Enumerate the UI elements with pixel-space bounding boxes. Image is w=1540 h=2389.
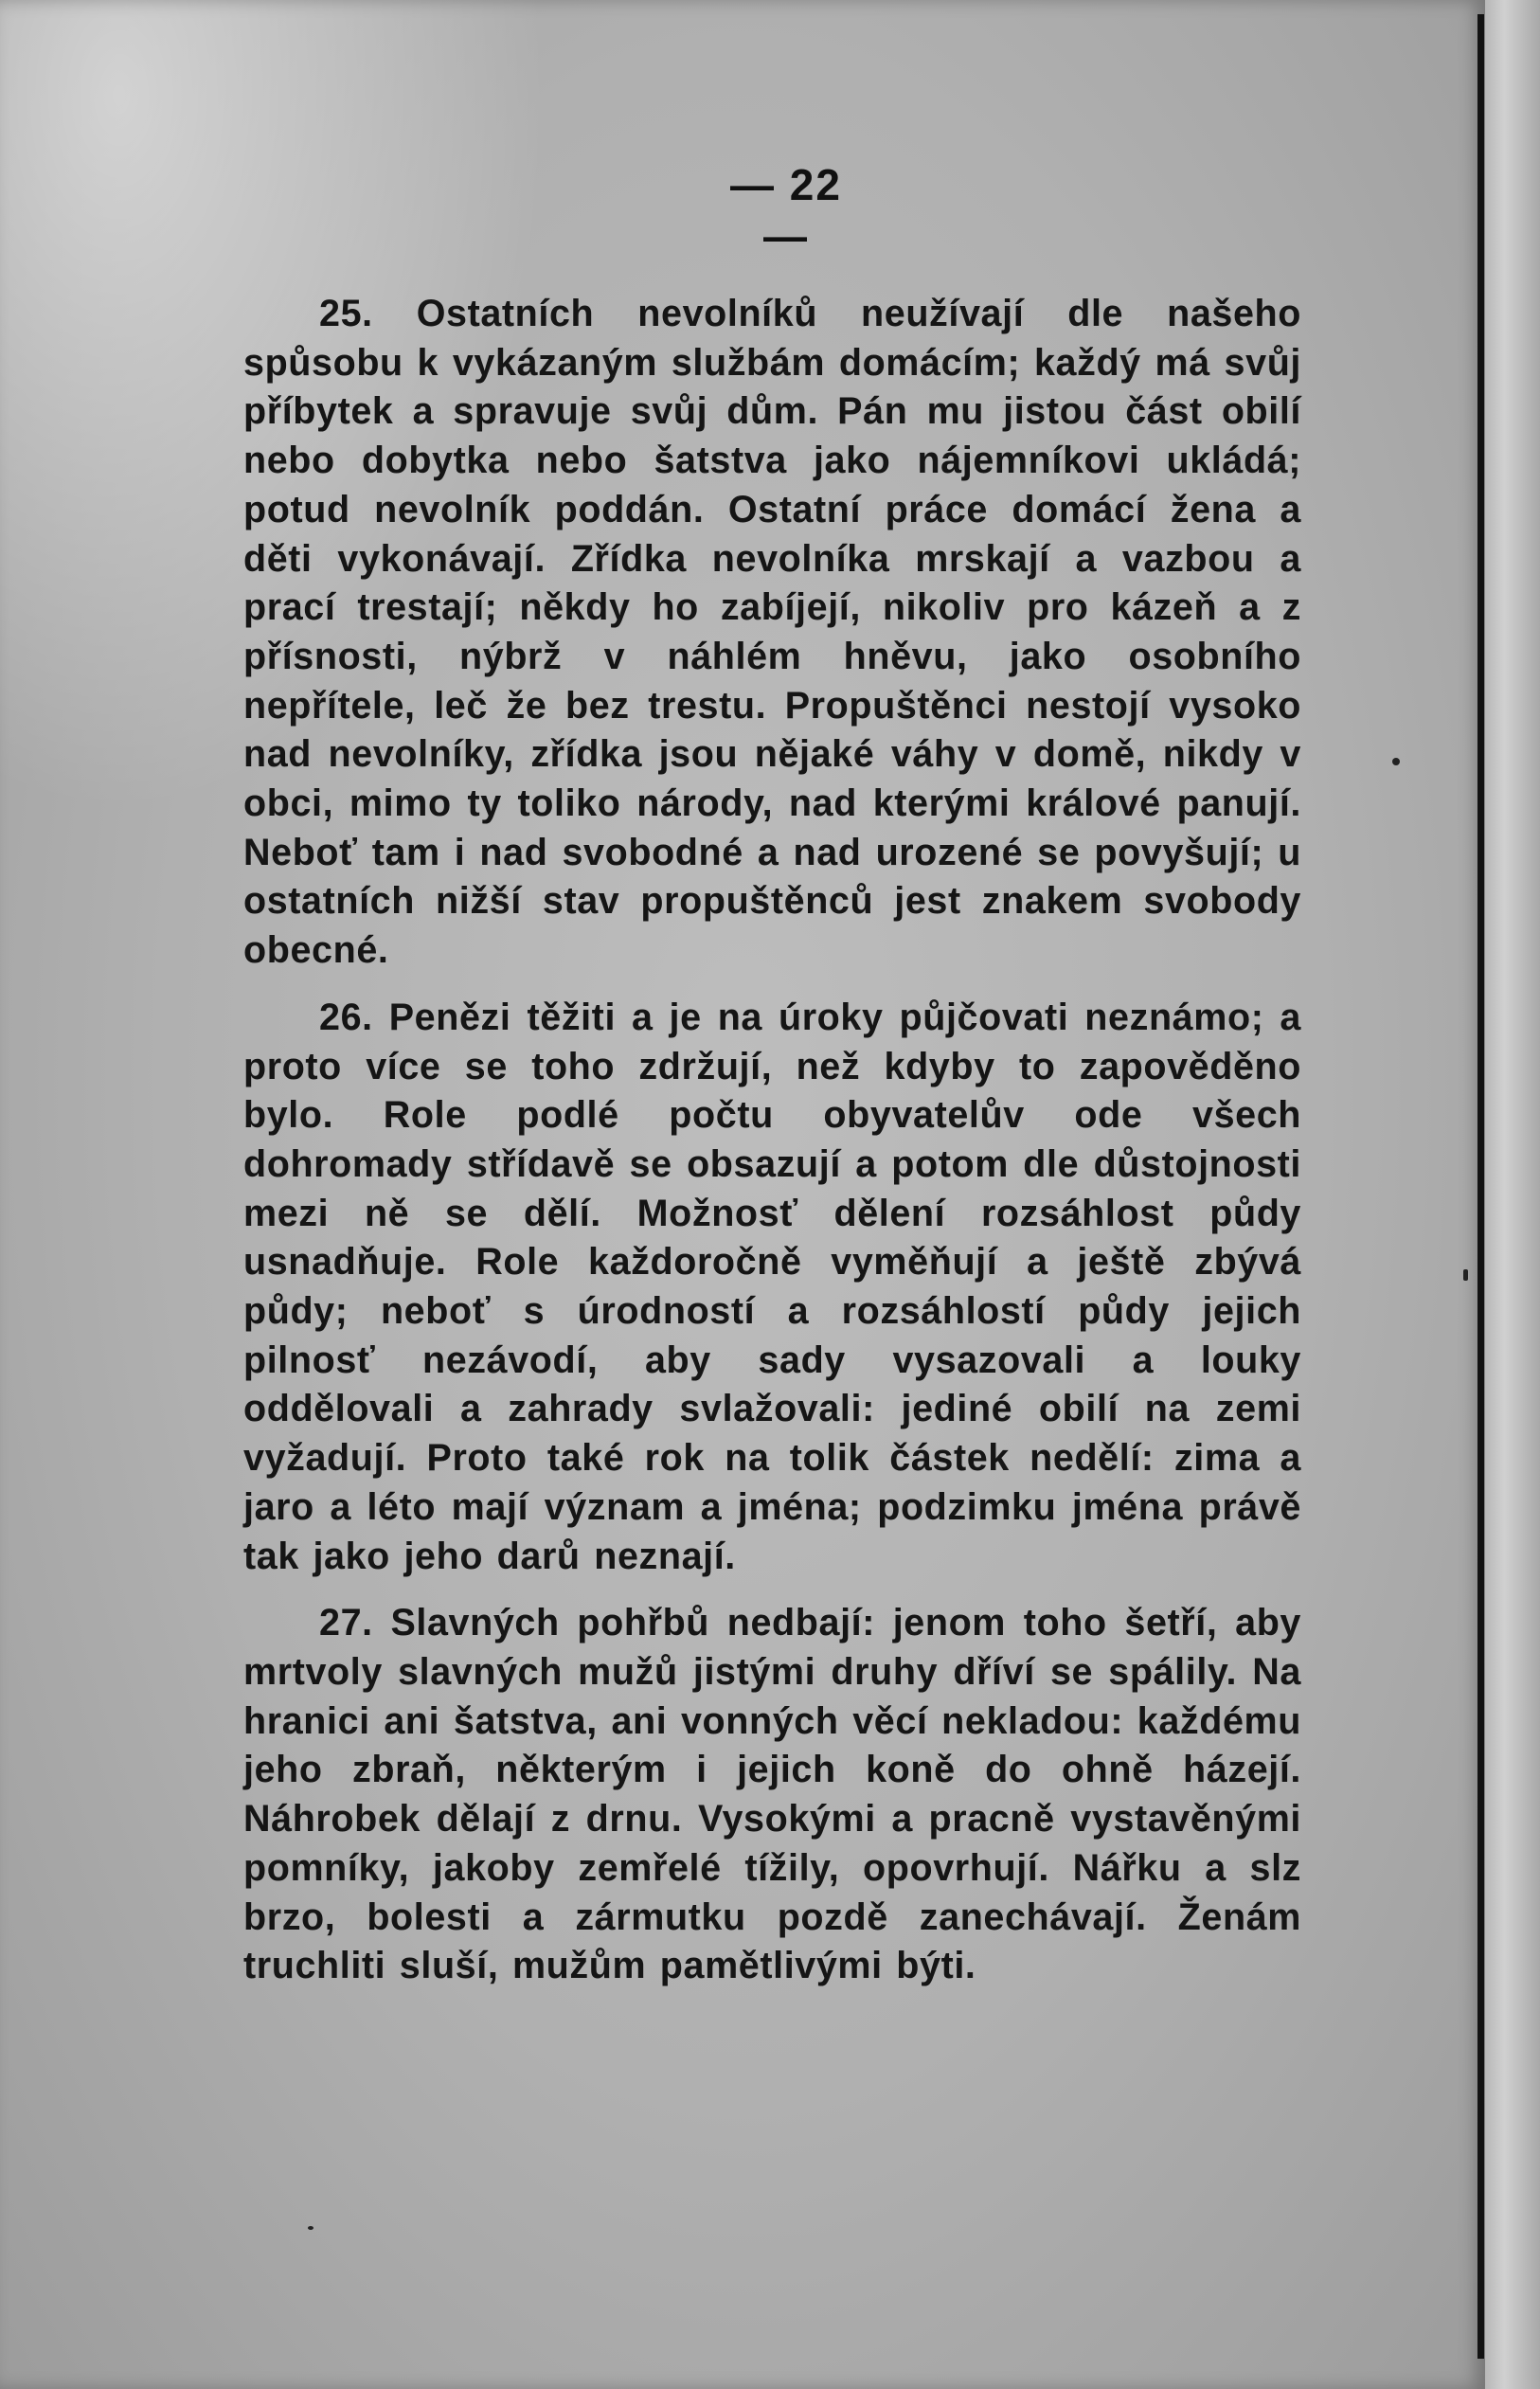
- paragraph-number: 25.: [319, 293, 373, 334]
- paragraph-text: Penězi těžiti a je na úroky půjčovati neznámo; a proto více se toho zdržují, než kdyby to zapověděno bylo. Role podlé počtu obyvatelův ode všech dohromady střídavě se obsazují a potom dle důstojnosti mezi ně se dělí. Možnosť dělení rozsáhlost půdy usnadňuje. Role každoročně vyměňují a ještě zbývá půdy; neboť s úrodností a rozsáhlostí půdy jejich pilnosť nezávodí, aby sady vysazovali a louky oddělovali a zahrady svlažovali: jediné obilí na zemi vyžadují. Proto také rok na tolik částek nedělí: zima a jaro a léto mají význam a jména; podzimku jména právě tak jako jeho darů neznají.: [243, 996, 1302, 1577]
- scan-speck: [1463, 1269, 1468, 1281]
- paragraph-text: Ostatních nevolníků neužívají dle našeho spůsobu k vykázaným službám domácím; každý má svůj příbytek a spravuje svůj dům. Pán mu jistou část obilí nebo dobytka nebo šatstva jako nájemníkovi ukládá; potud nevolník poddán. Ostatní práce domácí žena a děti vykonávají. Zřídka nevolníka mrskají a vazbou a prací trestají; někdy ho zabíjejí, nikoliv pro kázeň a z přísnosti, nýbrž v náhlém hněvu, jako osobního nepřítele, leč že bez trestu. Propuštěnci nestojí vysoko nad nevolníky, zřídka jsou nějaké váhy v domě, nikdy v obci, mimo ty toliko národy, nad kterými králové panují. Neboť tam i nad svobodné a nad urozené se povyšují; u ostatních nižší stav propuštěnců jest znakem svobody obecné.: [243, 293, 1302, 972]
- paragraph-text: Slavných pohřbů nedbají: jenom toho šetří, aby mrtvoly slavných mužů jistými druhy dříví se spálily. Na hranici ani šatstva, ani vonných věcí nekladou: každému jeho zbraň, některým i jejich koně do ohně házejí. Náhrobek dělají z drnu. Vysokými a pracně vystavěnými pomníky, jakoby zemřelé tížily, opovrhují. Nářku a slz brzo, bolesti a zármutku pozdě zanechávají. Ženám truchliti sluší, mužům pamětlivými býti.: [243, 1602, 1302, 1987]
- paragraph-26: [243, 994, 1301, 1581]
- scan-speck: [1392, 758, 1400, 765]
- paragraph-number: 27.: [319, 1602, 373, 1644]
- paragraph-25: [243, 290, 1301, 976]
- binding-gutter: [1485, 0, 1540, 2389]
- paragraph-number: 26.: [319, 996, 373, 1038]
- paragraph-27: [243, 1599, 1301, 1991]
- scan-speck: [308, 2226, 313, 2230]
- binding-shadow: [1477, 14, 1484, 2359]
- page-number: — 22 —: [730, 160, 842, 260]
- body-text: [243, 290, 1301, 2009]
